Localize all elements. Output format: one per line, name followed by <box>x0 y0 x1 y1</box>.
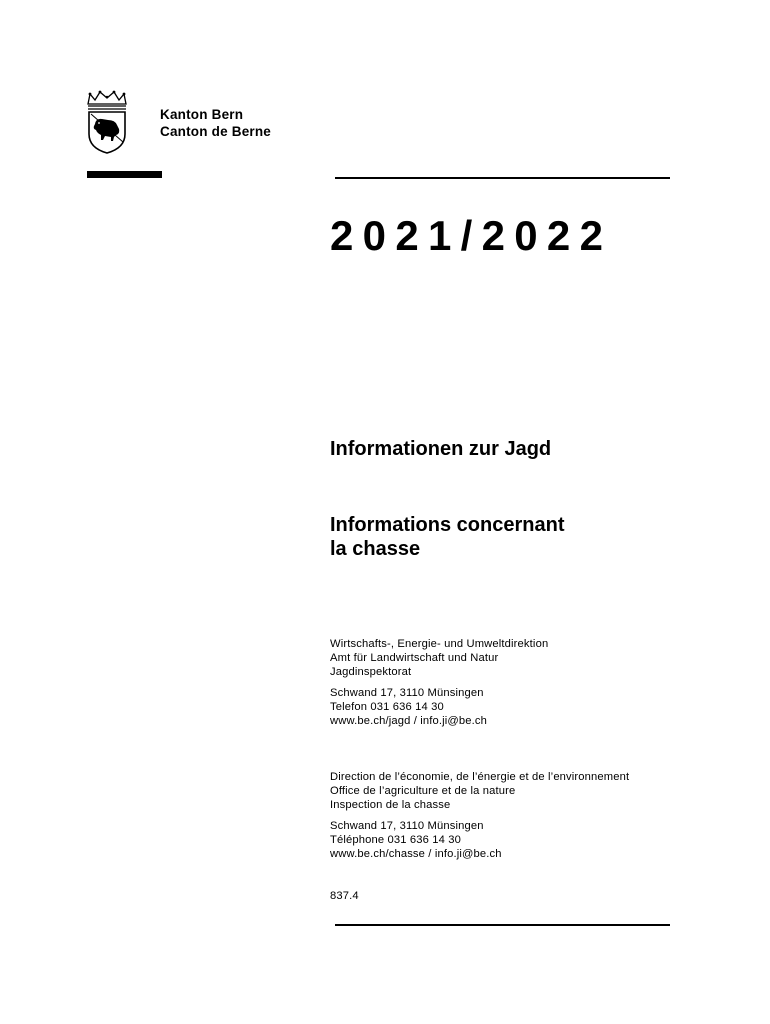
canton-bern-coat-of-arms-logo <box>86 90 128 154</box>
de-department: Jagdinspektorat <box>330 666 412 679</box>
top-divider <box>335 177 670 179</box>
title-fr-line1: Informations concernant <box>330 514 565 536</box>
fr-office: Office de l’agriculture et de la nature <box>330 785 516 798</box>
document-number-text: 837.4 <box>330 890 359 902</box>
crown-icon <box>88 92 126 109</box>
fr-department: Inspection de la chasse <box>330 799 451 812</box>
crown-jewels <box>89 91 126 99</box>
de-web-link[interactable]: www.be.ch/jagd / info.ji@be.ch <box>330 715 488 728</box>
de-phone: Telefon 031 636 14 30 <box>330 701 444 714</box>
canton-name-block <box>160 106 271 140</box>
canton-name-de: Kanton Bern <box>160 107 244 122</box>
de-address: Schwand 17, 3110 Münsingen <box>330 687 484 699</box>
fr-directorate: Direction de l’économie, de l’énergie et de l’environnement <box>330 771 630 783</box>
bottom-divider <box>335 924 670 926</box>
document-number <box>330 889 359 903</box>
contact-fr-details-block <box>330 819 502 862</box>
contact-fr-office-block <box>330 770 629 813</box>
fr-phone: Téléphone 031 636 14 30 <box>330 834 461 847</box>
canton-name-fr: Canton de Berne <box>160 124 272 139</box>
fr-web-link[interactable]: www.be.ch/chasse / info.ji@be.ch <box>330 848 502 861</box>
contact-de-details-block <box>330 686 487 729</box>
title-fr-line2: la chasse <box>330 538 421 560</box>
de-directorate: Wirtschafts-, Energie- und Umweltdirektion <box>330 638 549 650</box>
title-de-text: Informationen zur Jagd <box>330 438 552 460</box>
contact-de-office-block <box>330 637 548 680</box>
logo-underline-bar <box>87 171 162 178</box>
title-de <box>330 437 551 461</box>
de-office: Amt für Landwirtschaft und Natur <box>330 652 499 665</box>
title-fr <box>330 513 564 561</box>
season-year: 2021/2022 <box>330 212 613 259</box>
fr-address: Schwand 17, 3110 Münsingen <box>330 820 484 832</box>
